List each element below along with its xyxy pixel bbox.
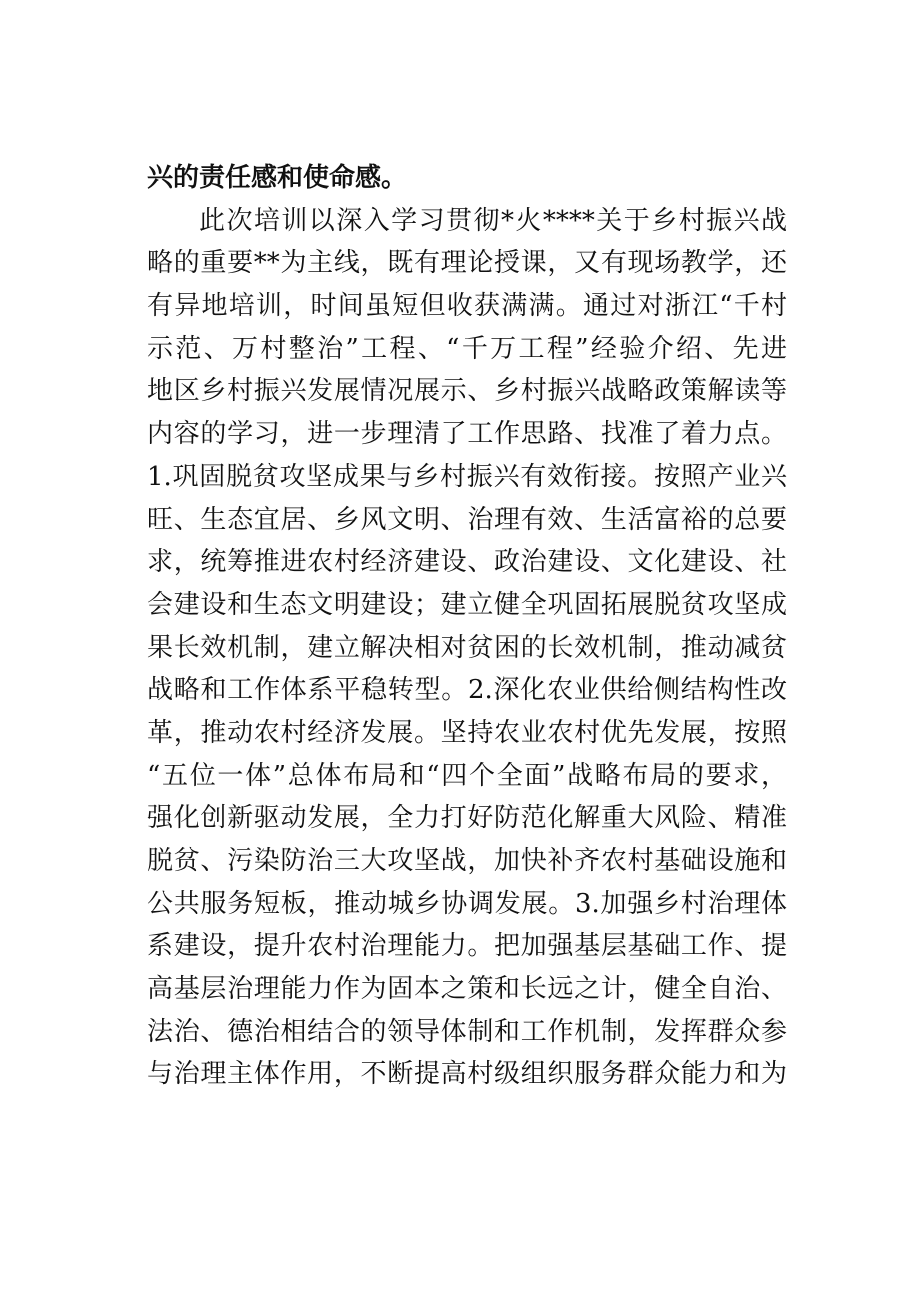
text-line: “五位一体”总体布局和“四个全面”战略布局的要求， bbox=[147, 760, 787, 791]
text-line: 果长效机制，建立解决相对贫困的长效机制，推动减贫 bbox=[147, 632, 787, 663]
text-line: 法治、德治相结合的领导体制和工作机制，发挥群众参 bbox=[147, 1016, 787, 1047]
text-line: 战略和工作体系平稳转型。2.深化农业供给侧结构性改 bbox=[147, 675, 787, 706]
text-line: 示范、万村整治”工程、“千万工程”经验介绍、先进 bbox=[147, 333, 787, 364]
text-line: 地区乡村振兴发展情况展示、乡村振兴战略政策解读等 bbox=[147, 376, 787, 407]
body-text bbox=[147, 157, 787, 1096]
text-line: 系建设，提升农村治理能力。把加强基层基础工作、提 bbox=[147, 931, 787, 962]
text-line: 1.巩固脱贫攻坚成果与乡村振兴有效衔接。按照产业兴 bbox=[147, 461, 787, 492]
text-line: 脱贫、污染防治三大攻坚战，加快补齐农村基础设施和 bbox=[147, 846, 787, 876]
text-line: 强化创新驱动发展，全力打好防范化解重大风险、精准 bbox=[147, 803, 787, 834]
text-line: 内容的学习，进一步理清了工作思路、找准了着力点。 bbox=[147, 419, 787, 450]
text-line: 会建设和生态文明建设；建立健全巩固拓展脱贫攻坚成 bbox=[147, 589, 787, 620]
text-line: 革，推动农村经济发展。坚持农业农村优先发展，按照 bbox=[147, 717, 787, 748]
text-line: 与治理主体作用，不断提高村级组织服务群众能力和为 bbox=[147, 1059, 787, 1090]
text-line: 旺、生态宜居、乡风文明、治理有效、生活富裕的总要 bbox=[147, 504, 787, 535]
text-line: 有异地培训，时间虽短但收获满满。通过对浙江“千村 bbox=[147, 291, 787, 322]
text-line: 高基层治理能力作为固本之策和长远之计，健全自治、 bbox=[147, 974, 787, 1005]
text-line: 兴的责任感和使命感。 bbox=[147, 163, 408, 193]
text-line: 公共服务短板，推动城乡协调发展。3.加强乡村治理体 bbox=[147, 888, 787, 919]
text-line: 略的重要**为主线，既有理论授课，又有现场教学，还 bbox=[147, 248, 787, 279]
text-line: 此次培训以深入学习贯彻*火****关于乡村振兴战 bbox=[199, 205, 787, 236]
text-line: 求，统筹推进农村经济建设、政治建设、文化建设、社 bbox=[147, 547, 787, 578]
